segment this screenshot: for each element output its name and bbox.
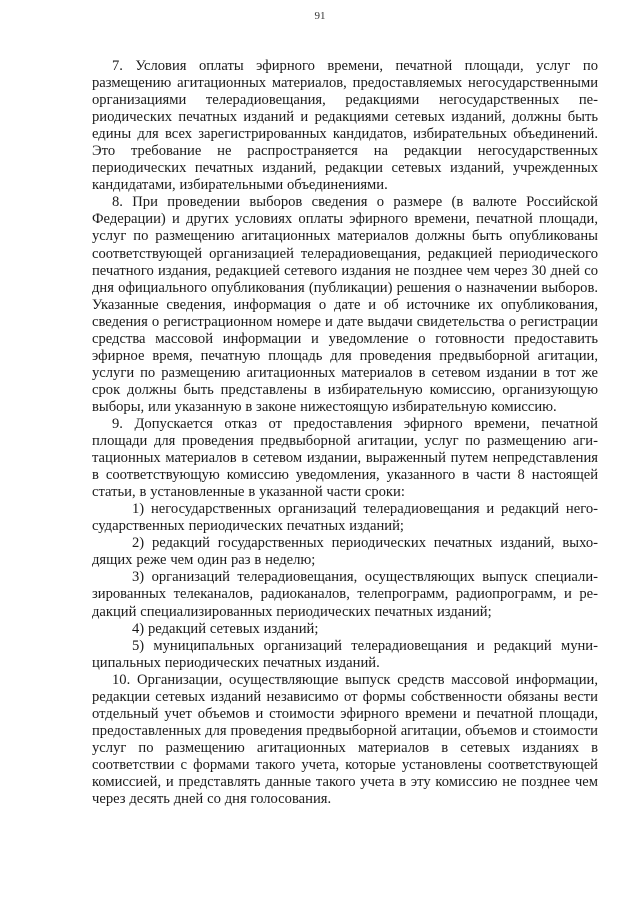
list-item-2: 2) редакций государственных периодических печатных изданий, выходящих реже чем один раз в неделю; [92,535,598,569]
list-item-5: 5) муниципальных организаций телерадиовещания и редакций муниципальных периодических печатных изданий. [92,637,598,671]
paragraph-8: 8. При проведении выборов сведения о размере (в валюте Российской Федерации) и других условиях оплаты эфирного времени, печатной площади, услуг по размещению агитационных материалов должны быть опубликованы соответствующей организацией телерадиовещания, редакцией периодического печатного издания, редакцией сетевого издания не позднее чем через 30 дней со дня официального опубликования (публикации) решения о назначении выборов. Указанные сведения, информация о дате и об источнике их опубликования, сведения о регистрационном номере и дате выдачи свидетельства о регистрации средства массовой информации и уведомление о готовности предоставить эфирное время, печатную площадь для проведения предвыборной агитации, услуги по размещению агитационных материалов в сетевом издании в тот же срок должны быть представлены в избирательную комиссию, организующую выборы, или указанную в законе нижестоящую избирательную комиссию. [92,194,598,415]
list-item-1: 1) негосударственных организаций телерадиовещания и редакций негосударственных периодических печатных изданий; [92,501,598,535]
paragraph-9: 9. Допускается отказ от предоставления эфирного времени, печатной площади для проведения предвыборной агитации, услуг по размещению агитационных материалов в сетевом издании, выраженный путем непредставления в соответствующую комиссию уведомления, указанного в части 8 настоящей статьи, в установленные в указанной части сроки: [92,415,598,501]
list-item-4: 4) редакций сетевых изданий; [132,620,319,637]
page-number: 91 [314,10,326,22]
paragraph-7: 7. Условия оплаты эфирного времени, печатной площади, услуг по размещению агитационных материалов, предоставляемых негосударственными организациями телерадиовещания, редакциями негосударственных периодических печатных изданий и редакциями сетевых изданий, должны быть едины для всех зарегистрированных кандидатов, избирательных объединений. Это требование не распространяется на редакции негосударственных периодических печатных изданий, редакции сетевых изданий, учрежденных кандидатами, избирательными объединениями. [92,58,598,194]
document-body [92,58,598,808]
list-item-3: 3) организаций телерадиовещания, осуществляющих выпуск специализированных телеканалов, радиоканалов, телепрограмм, радиопрограмм, и редакций специализированных периодических печатных изданий; [92,569,598,620]
paragraph-10: 10. Организации, осуществляющие выпуск средств массовой информации, редакции сетевых изданий независимо от формы собственности обязаны вести отдельный учет объемов и стоимости эфирного времени и печатной площади, предоставленных для проведения предвыборной агитации, объемов и стоимости услуг по размещению агитационных материалов в сетевых изданиях в соответствии с формами такого учета, которые установлены соответствующей комиссией, и представлять данные такого учета в эту комиссию не позднее чем через десять дней со дня голосования. [92,671,598,808]
